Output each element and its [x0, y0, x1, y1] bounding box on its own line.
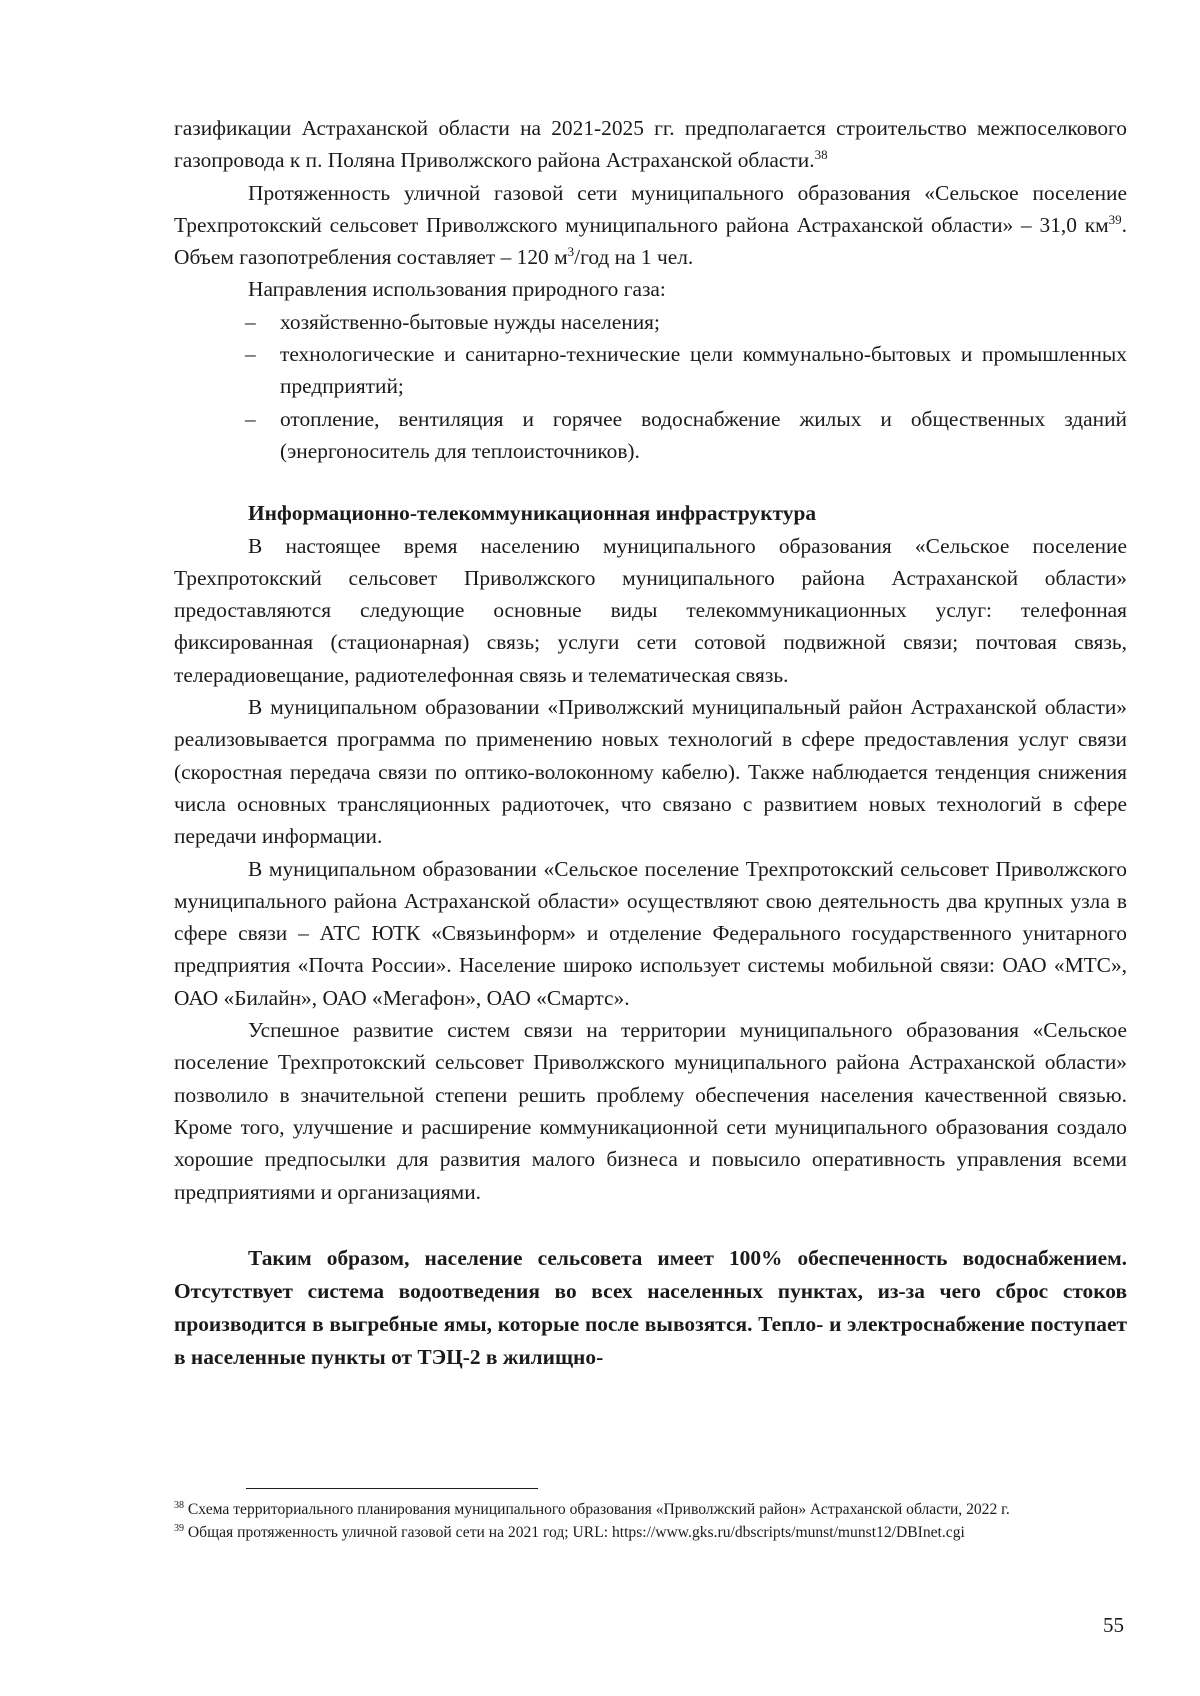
section-heading: Информационно-телекоммуникационная инфраструктура — [248, 501, 817, 526]
paragraph-text: /год на 1 чел. — [574, 245, 694, 270]
paragraph-telecom-services: В настоящее время населению муниципального образования «Сельское поселение Трехпротокский сельсовет Приволжского муниципального района Астраханской области» предоставляются следующие основные виды телекоммуникационных услуг: телефонная фиксированная (стационарная) связь; услуги сети сотовой подвижной связи; почтовая связь, телерадиовещание, радиотелефонная связь и телематическая связь. — [174, 533, 1127, 687]
paragraph-telecom-development: Успешное развитие систем связи на территории муниципального образования «Сельское поселение Трехпротокский сельсовет Приволжского муниципального района Астраханской области» позволило в значительной степени решить проблему обеспечения населения качественной связью. Кроме того, улучшение и расширение коммуникационной сети муниципального образования создало хорошие предпосылки для развития малого бизнеса и повысило оперативность управления всеми предприятиями и организациями. — [174, 1018, 1127, 1204]
footnote-text: Схема территориального планирования муниципального образования «Приволжский район» Астраханской области, 2022 г. — [184, 1501, 1010, 1518]
footnote-divider — [246, 1488, 538, 1489]
paragraph-telecom-program: В муниципальном образовании «Приволжский муниципальный район Астраханской области» реализовывается программа по применению новых технологий в сфере предоставления услуг связи (скоростная передача связи по оптико-волоконному кабелю). Также наблюдается тенденция снижения числа основных трансляционных радиоточек, что связано с развитием новых технологий в сфере передачи информации. — [174, 695, 1127, 849]
list-item: – технологические и санитарно-технические цели коммунально-бытовых и промышленных предприятий; — [280, 338, 1127, 403]
footnotes — [174, 1499, 1127, 1544]
footnote-ref-39[interactable]: 39 — [1108, 211, 1122, 227]
footnote-ref-38[interactable]: 38 — [814, 147, 828, 163]
paragraph-gas-directions: Направления использования природного газа: — [248, 277, 666, 302]
paragraph-text: . Объем газопотребления составляет – 120 м — [174, 212, 1127, 270]
page-number: 55 — [1103, 1613, 1124, 1637]
paragraph-text: Протяженность уличной газовой сети муниципального образования «Сельское поселение Трехпротокский сельсовет Приволжского муниципального района Астраханской области» – 31,0 км — [174, 180, 1127, 237]
footnote-text: Общая протяженность уличной газовой сети на 2021 год; URL: https://www.gks.ru/dbscripts/munst/munst12/DBInet.cgi — [184, 1523, 965, 1541]
footnote-39 — [174, 1522, 1127, 1545]
footnote-38 — [174, 1499, 1127, 1522]
paragraph-text: газификации Астраханской области на 2021-2025 гг. предполагается строительство межпоселкового газопровода к п. Поляна Приволжского района Астраханской области. — [174, 116, 1127, 173]
list-item: – отопление, вентиляция и горячее водоснабжение жилых и общественных зданий (энергоноситель для теплоисточников). — [280, 403, 1127, 468]
paragraph-gas-network — [174, 177, 1127, 274]
body-text — [174, 112, 1127, 1374]
footnote-mark: 38 — [174, 1499, 184, 1511]
paragraph-gasification — [174, 112, 1127, 177]
paragraph-telecom-operators: В муниципальном образовании «Сельское поселение Трехпротокский сельсовет Приволжского муниципального района Астраханской области» осуществляют свою деятельность два крупных узла в сфере связи – АТС ЮТК «Связьинформ» и отделение Федерального государственного унитарного предприятия «Почта России». Население широко использует системы мобильной связи: ОАО «МТС», ОАО «Билайн», ОАО «Мегафон», ОАО «Смартс». — [174, 856, 1127, 1010]
list-item: – хозяйственно-бытовые нужды населения; — [280, 306, 1127, 338]
gas-use-list — [174, 306, 1127, 467]
cubic-superscript: 3 — [567, 244, 575, 260]
footnote-mark: 39 — [174, 1522, 184, 1534]
conclusion-paragraph: Таким образом, население сельсовета имеет 100% обеспеченность водоснабжением. Отсутствует система водоотведения во всех населенных пунктах, из-за чего сброс стоков производится в выгребные ямы, которые после вывозятся. Тепло- и электроснабжение поступает в населенные пункты от ТЭЦ-2 в жилищно- — [174, 1245, 1127, 1369]
